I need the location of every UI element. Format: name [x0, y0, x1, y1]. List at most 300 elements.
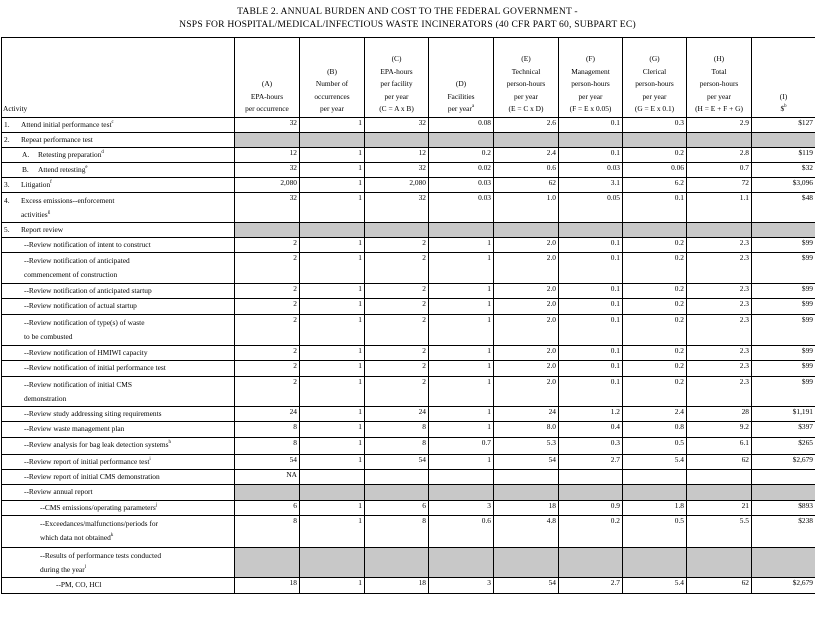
row-label [2, 470, 235, 485]
header-col-i: (I) \$$^b$ [752, 38, 815, 118]
row-label [2, 253, 235, 284]
value-cell: 2,080 [235, 178, 300, 193]
value-cell: 32 [365, 118, 429, 133]
row-label [2, 299, 235, 315]
value-cell: 2.0 [494, 238, 559, 253]
row-label-text: --Review study addressing siting requirements [24, 409, 162, 418]
value-cell: 1 [300, 178, 365, 193]
value-cell [300, 548, 365, 578]
value-cell: 0.03 [559, 163, 623, 178]
value-cell: 0.1 [559, 253, 623, 284]
value-cell: 1 [429, 253, 494, 284]
value-cell: 1 [429, 299, 494, 315]
value-cell: 2 [235, 284, 300, 299]
value-cell [623, 485, 687, 501]
value-cell: 1 [429, 315, 494, 346]
value-cell: 2.3 [687, 238, 752, 253]
table-row [2, 253, 815, 284]
value-cell [429, 485, 494, 501]
value-cell: 0.1 [623, 193, 687, 223]
value-cell: 0.02 [429, 163, 494, 178]
value-cell: 0.6 [494, 163, 559, 178]
row-label [2, 516, 235, 548]
row-label-text: Repeat performance test [21, 135, 93, 144]
row-label-text: Attend retesting [38, 165, 85, 174]
value-cell [559, 223, 623, 238]
burden-cost-table [1, 37, 815, 594]
value-cell: 32 [235, 163, 300, 178]
header-col-d: (D) Facilities per year$^a$ [429, 38, 494, 118]
header-activity: Activity [2, 38, 235, 118]
value-cell: 32 [235, 118, 300, 133]
table-row [2, 377, 815, 407]
table-row [2, 193, 815, 223]
value-cell: $48 [752, 193, 815, 223]
value-cell [559, 133, 623, 148]
row-label-text: --Review annual report [24, 487, 93, 496]
table-row [2, 485, 815, 501]
value-cell: 62 [687, 455, 752, 470]
row-label [2, 315, 235, 346]
value-cell: 2 [365, 377, 429, 407]
value-cell: $99 [752, 377, 815, 407]
value-cell: 8 [235, 516, 300, 548]
row-label [2, 455, 235, 470]
value-cell: 0.1 [559, 315, 623, 346]
footnote-marker: i [149, 457, 150, 462]
value-cell: 1 [300, 516, 365, 548]
value-cell: 2.0 [494, 315, 559, 346]
row-label-text-cont: activities [21, 210, 48, 219]
value-cell: $127 [752, 118, 815, 133]
value-cell [365, 548, 429, 578]
value-cell: 0.5 [623, 438, 687, 455]
value-cell: 1 [300, 315, 365, 346]
value-cell: 2.0 [494, 346, 559, 361]
value-cell: $99 [752, 253, 815, 284]
value-cell: 18 [235, 578, 300, 594]
value-cell [365, 223, 429, 238]
value-cell: 2.0 [494, 377, 559, 407]
value-cell: 2.7 [559, 455, 623, 470]
row-label [2, 361, 235, 377]
row-label-text-cont: to be combusted [24, 332, 72, 341]
row-label-text: --PM, CO, HCl [56, 580, 102, 589]
header-col-g: (G) Clerical person-hours per year (G = E x 0.1) [623, 38, 687, 118]
row-label [2, 223, 235, 238]
value-cell: 4.8 [494, 516, 559, 548]
value-cell: 1 [300, 501, 365, 516]
value-cell [559, 470, 623, 485]
value-cell: 0.8 [623, 422, 687, 438]
value-cell: 0.2 [623, 238, 687, 253]
value-cell: 2.0 [494, 253, 559, 284]
value-cell: $119 [752, 148, 815, 163]
value-cell [365, 485, 429, 501]
value-cell: $397 [752, 422, 815, 438]
row-number: 3. [4, 178, 21, 191]
value-cell: $1,191 [752, 407, 815, 422]
value-cell: 1 [300, 407, 365, 422]
row-label [2, 548, 235, 578]
value-cell: 0.2 [623, 346, 687, 361]
row-number: 1. [4, 118, 21, 131]
row-label [2, 501, 235, 516]
row-label-text: Attend initial performance test [21, 120, 112, 129]
value-cell: 2 [235, 361, 300, 377]
value-cell: 18 [365, 578, 429, 594]
value-cell: 1 [429, 407, 494, 422]
value-cell [752, 133, 815, 148]
value-cell: 28 [687, 407, 752, 422]
value-cell: 1 [300, 148, 365, 163]
header-col-f: (F) Management person-hours per year (F = E x 0.05) [559, 38, 623, 118]
value-cell [752, 223, 815, 238]
value-cell: 0.3 [623, 118, 687, 133]
value-cell: $893 [752, 501, 815, 516]
value-cell: 32 [365, 193, 429, 223]
row-label [2, 178, 235, 193]
footnote-marker: h [169, 440, 171, 445]
value-cell [623, 133, 687, 148]
table-row [2, 470, 815, 485]
value-cell [429, 470, 494, 485]
value-cell: 0.1 [559, 377, 623, 407]
value-cell: 54 [494, 455, 559, 470]
footnote-marker: k [111, 533, 113, 538]
value-cell: 1 [300, 422, 365, 438]
value-cell [623, 470, 687, 485]
value-cell: 2.3 [687, 377, 752, 407]
value-cell: 8 [365, 422, 429, 438]
value-cell: 0.2 [623, 148, 687, 163]
value-cell: 1 [300, 284, 365, 299]
value-cell [559, 548, 623, 578]
header-col-a: (A) EPA-hours per occurrence [235, 38, 300, 118]
row-label-text: --Results of performance tests conducted [40, 551, 161, 560]
value-cell: 2.3 [687, 315, 752, 346]
value-cell: 2 [235, 253, 300, 284]
table-row [2, 178, 815, 193]
value-cell: 62 [687, 578, 752, 594]
footnote-marker: j [156, 503, 157, 508]
table-row [2, 422, 815, 438]
value-cell: 1 [300, 438, 365, 455]
value-cell: 0.2 [623, 315, 687, 346]
value-cell: 2 [365, 299, 429, 315]
table-row [2, 501, 815, 516]
value-cell: 2.9 [687, 118, 752, 133]
value-cell [494, 470, 559, 485]
value-cell: 12 [365, 148, 429, 163]
table-row [2, 578, 815, 594]
value-cell: 1 [429, 284, 494, 299]
row-label [2, 422, 235, 438]
value-cell: 1 [300, 377, 365, 407]
value-cell: 24 [235, 407, 300, 422]
value-cell: 5.5 [687, 516, 752, 548]
value-cell [429, 223, 494, 238]
value-cell: 0.3 [559, 438, 623, 455]
value-cell: 2.8 [687, 148, 752, 163]
footnote-marker: c [112, 120, 114, 125]
value-cell: 2 [365, 238, 429, 253]
value-cell: 1 [429, 422, 494, 438]
value-cell: 0.9 [559, 501, 623, 516]
value-cell: 0.1 [559, 299, 623, 315]
value-cell: 1 [300, 346, 365, 361]
value-cell: 2.3 [687, 284, 752, 299]
header-col-e: (E) Technical person-hours per year (E = C x D) [494, 38, 559, 118]
value-cell: 24 [365, 407, 429, 422]
value-cell [494, 548, 559, 578]
value-cell: 0.1 [559, 346, 623, 361]
value-cell: $3,096 [752, 178, 815, 193]
value-cell: 0.03 [429, 178, 494, 193]
value-cell: 0.1 [559, 148, 623, 163]
table-row [2, 516, 815, 548]
value-cell: 0.1 [559, 284, 623, 299]
row-label [2, 407, 235, 422]
value-cell [300, 485, 365, 501]
value-cell [752, 470, 815, 485]
value-cell: 1 [429, 238, 494, 253]
value-cell: 2 [365, 361, 429, 377]
value-cell: 8.0 [494, 422, 559, 438]
value-cell: $265 [752, 438, 815, 455]
table-row [2, 284, 815, 299]
row-number: A. [22, 148, 38, 161]
row-label-text: --Exceedances/malfunctions/periods for [40, 519, 158, 528]
value-cell: 2.3 [687, 346, 752, 361]
row-label-text: --Review report of initial CMS demonstration [24, 472, 160, 481]
value-cell: 1 [300, 253, 365, 284]
row-label-text: --Review notification of anticipated startup [24, 286, 152, 295]
value-cell: 8 [365, 516, 429, 548]
value-cell: 0.7 [429, 438, 494, 455]
value-cell: NA [235, 470, 300, 485]
row-label-text: Retesting preparation [38, 150, 101, 159]
value-cell: $32 [752, 163, 815, 178]
value-cell: 1.0 [494, 193, 559, 223]
value-cell: 54 [365, 455, 429, 470]
value-cell: 0.06 [623, 163, 687, 178]
table-row [2, 361, 815, 377]
value-cell [687, 223, 752, 238]
value-cell: 1 [300, 578, 365, 594]
row-label [2, 148, 235, 163]
row-label-text: Excess emissions--enforcement [21, 196, 114, 205]
value-cell: 6.2 [623, 178, 687, 193]
value-cell: 0.1 [559, 238, 623, 253]
value-cell: 62 [494, 178, 559, 193]
value-cell: $99 [752, 361, 815, 377]
table-row [2, 548, 815, 578]
row-label-text: Litigation [21, 180, 50, 189]
value-cell: 8 [365, 438, 429, 455]
value-cell: 1 [300, 163, 365, 178]
table-row [2, 407, 815, 422]
row-label-text: --Review analysis for bag leak detection systems [24, 440, 169, 449]
row-label [2, 133, 235, 148]
footnote-marker: e [85, 165, 87, 170]
value-cell: 32 [365, 163, 429, 178]
table-row [2, 133, 815, 148]
row-label [2, 438, 235, 455]
value-cell: 1.8 [623, 501, 687, 516]
value-cell: 0.5 [623, 516, 687, 548]
value-cell [752, 548, 815, 578]
value-cell [365, 133, 429, 148]
value-cell: 0.1 [559, 361, 623, 377]
value-cell: 0.2 [559, 516, 623, 548]
table-row [2, 238, 815, 253]
value-cell [365, 470, 429, 485]
value-cell [235, 548, 300, 578]
value-cell: 0.2 [623, 253, 687, 284]
table-row [2, 118, 815, 133]
value-cell [559, 485, 623, 501]
value-cell: $99 [752, 299, 815, 315]
value-cell: 21 [687, 501, 752, 516]
title-line-1: TABLE 2. ANNUAL BURDEN AND COST TO THE FEDERAL GOVERNMENT - [0, 5, 815, 18]
value-cell: 2.7 [559, 578, 623, 594]
value-cell: 0.2 [623, 377, 687, 407]
value-cell: 1 [429, 346, 494, 361]
value-cell [235, 223, 300, 238]
header-col-b: (B) Number of occurrences per year [300, 38, 365, 118]
value-cell: 0.2 [623, 284, 687, 299]
row-label [2, 238, 235, 253]
row-number: 2. [4, 133, 21, 146]
value-cell: $99 [752, 284, 815, 299]
row-label-text-cont: commencement of construction [24, 270, 117, 279]
row-label-text-cont: during the year [40, 565, 85, 574]
value-cell: 8 [235, 438, 300, 455]
footnote-marker: g [48, 210, 50, 215]
value-cell: $99 [752, 315, 815, 346]
value-cell [235, 133, 300, 148]
value-cell: 2.0 [494, 284, 559, 299]
value-cell [687, 470, 752, 485]
value-cell: $2,679 [752, 578, 815, 594]
value-cell: 9.2 [687, 422, 752, 438]
value-cell [300, 470, 365, 485]
row-number: 4. [4, 194, 21, 208]
value-cell: 0.1 [559, 118, 623, 133]
row-label-text-cont: which data not obtained [40, 533, 111, 542]
value-cell: 2.3 [687, 361, 752, 377]
value-cell: 2.0 [494, 361, 559, 377]
footnote-marker: f [50, 180, 52, 185]
value-cell [687, 133, 752, 148]
table-title [0, 5, 815, 31]
value-cell: 32 [235, 193, 300, 223]
value-cell: 2 [365, 284, 429, 299]
row-label-text: --Review notification of actual startup [24, 301, 137, 310]
row-label [2, 485, 235, 501]
table-row [2, 148, 815, 163]
row-label-text: --Review report of initial performance test [24, 457, 149, 466]
value-cell: 2 [235, 346, 300, 361]
row-label-text: Report review [21, 225, 63, 234]
value-cell [623, 223, 687, 238]
value-cell: 2.6 [494, 118, 559, 133]
value-cell: 24 [494, 407, 559, 422]
value-cell: 1 [429, 361, 494, 377]
value-cell: 1.2 [559, 407, 623, 422]
value-cell: $238 [752, 516, 815, 548]
row-label-text: --Review notification of anticipated [24, 256, 130, 265]
row-label-text: --Review waste management plan [24, 424, 124, 433]
value-cell: 54 [494, 578, 559, 594]
value-cell: 0.05 [559, 193, 623, 223]
value-cell: $2,679 [752, 455, 815, 470]
value-cell [429, 548, 494, 578]
value-cell: 3 [429, 501, 494, 516]
row-number: B. [22, 163, 38, 176]
value-cell: 0.2 [429, 148, 494, 163]
row-label-text: --Review notification of type(s) of waste [24, 318, 144, 327]
row-label [2, 578, 235, 594]
value-cell: 0.03 [429, 193, 494, 223]
row-label [2, 284, 235, 299]
header-col-c: (C) EPA-hours per facility per year (C = A x B) [365, 38, 429, 118]
row-label-text: --Review notification of initial CMS [24, 380, 132, 389]
row-label [2, 377, 235, 407]
value-cell: 0.6 [429, 516, 494, 548]
value-cell [494, 133, 559, 148]
row-label [2, 193, 235, 223]
row-label [2, 346, 235, 361]
value-cell: 54 [235, 455, 300, 470]
value-cell [429, 133, 494, 148]
value-cell [687, 485, 752, 501]
row-label-text: --Review notification of HMIWI capacity [24, 348, 148, 357]
table-row [2, 163, 815, 178]
value-cell: 2 [235, 315, 300, 346]
footnote-marker: d [101, 150, 103, 155]
value-cell [752, 485, 815, 501]
table-row [2, 299, 815, 315]
row-label-text-cont: demonstration [24, 394, 66, 403]
table-row [2, 438, 815, 455]
value-cell: 1 [300, 193, 365, 223]
value-cell: 6.1 [687, 438, 752, 455]
row-label-text: --Review notification of intent to construct [24, 240, 151, 249]
value-cell: 5.4 [623, 578, 687, 594]
value-cell: 1 [300, 299, 365, 315]
value-cell: 72 [687, 178, 752, 193]
value-cell: 2.3 [687, 253, 752, 284]
row-label-text: --Review notification of initial performance test [24, 363, 166, 372]
table-row [2, 223, 815, 238]
value-cell: 5.4 [623, 455, 687, 470]
title-line-2: NSPS FOR HOSPITAL/MEDICAL/INFECTIOUS WASTE INCINERATORS (40 CFR PART 60, SUBPART EC) [0, 18, 815, 31]
value-cell: 2 [365, 253, 429, 284]
table-row [2, 455, 815, 470]
row-number: 5. [4, 223, 21, 236]
value-cell [300, 223, 365, 238]
value-cell: 1 [300, 118, 365, 133]
value-cell [494, 223, 559, 238]
value-cell: 1.1 [687, 193, 752, 223]
row-label [2, 118, 235, 133]
value-cell: 6 [235, 501, 300, 516]
table-row [2, 346, 815, 361]
value-cell: 1 [300, 238, 365, 253]
value-cell: 0.7 [687, 163, 752, 178]
